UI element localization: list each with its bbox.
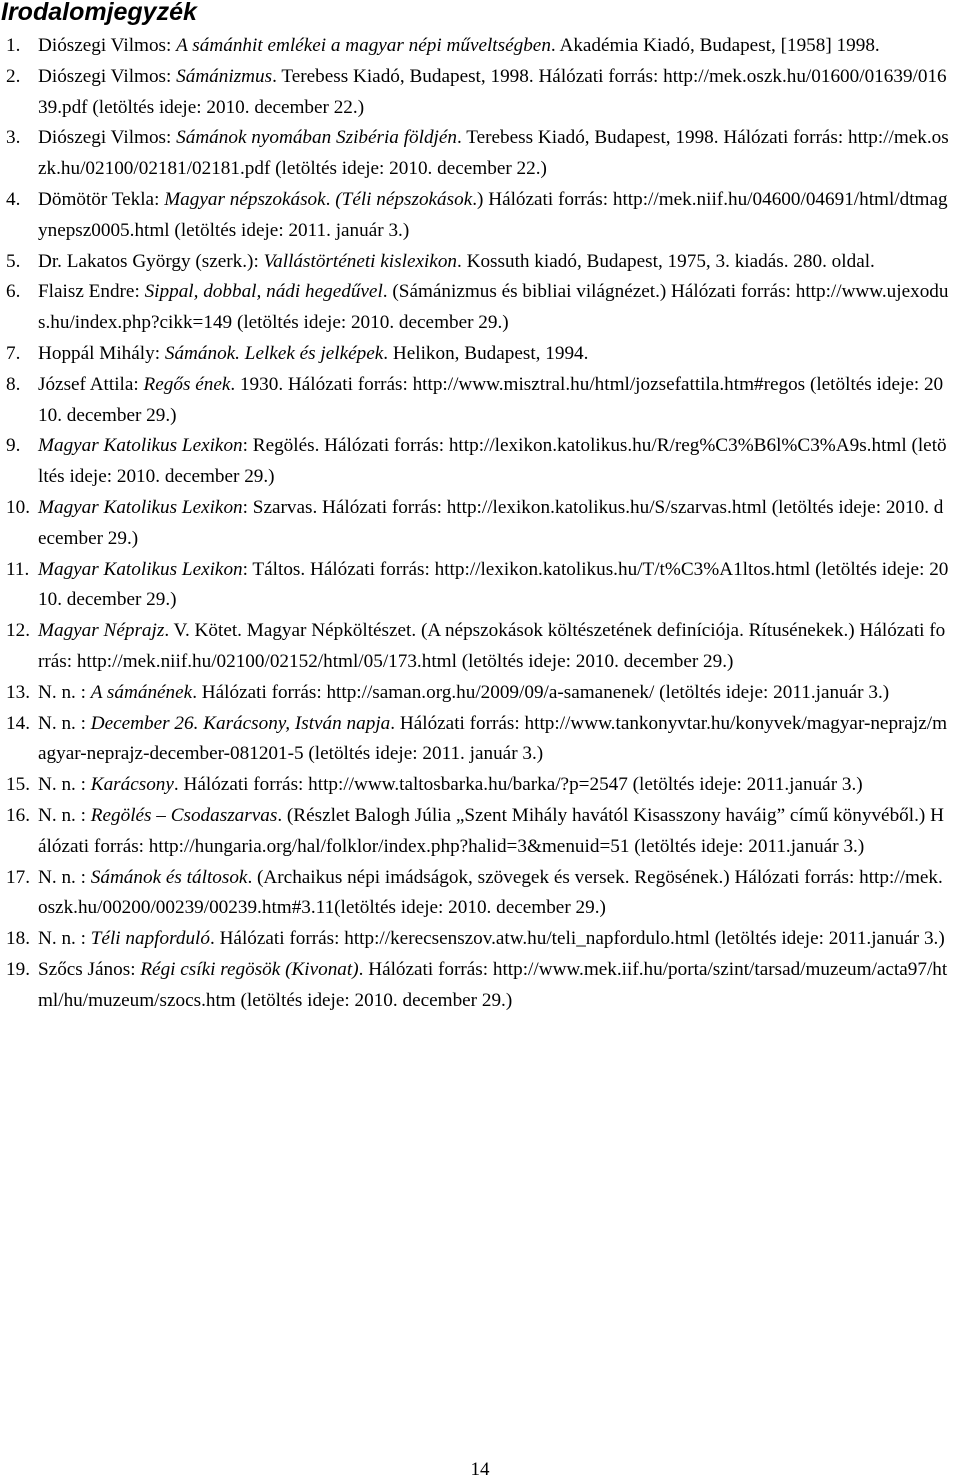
reference-text-segment: József Attila: [38,373,144,395]
reference-title-italic: December 26. Karácsony, István napja [90,712,391,734]
reference-item [6,616,950,678]
reference-text [38,339,950,370]
reference-item [6,339,950,370]
reference-item [6,31,950,62]
reference-number: 9. [6,435,21,457]
reference-text-segment: . (Sámánizmus és bibliai világnézet.) Hálózati forrás: http://www.ujexodus.hu/index.php?cikk=149 (letöltés ideje: 2010. december 29.) [38,281,949,334]
reference-text [38,277,950,339]
reference-title-italic: Sámánizmus [176,65,273,87]
reference-text-segment: N. n. : [38,712,91,734]
reference-title-italic: Magyar Katolikus Lexikon [38,435,243,457]
reference-text-segment: Szőcs János: [38,958,141,980]
reference-text-segment: N. n. : [38,774,91,796]
reference-number: 6. [6,281,21,303]
reference-number: 17. [6,866,30,888]
reference-item [6,123,950,185]
reference-number: 16. [6,804,30,826]
reference-text-segment: . Hálózati forrás: http://www.tankonyvtar.hu/konyvek/magyar-neprajz/magyar-neprajz-december-081201-5 (letöltés ideje: 2011. január 3.) [38,712,948,765]
reference-number: 18. [6,928,30,950]
reference-title-italic: Sámánok és táltosok [90,866,248,888]
reference-text-segment: . (Részlet Balogh Júlia „Szent Mihály havától Kisasszony haváig” című könyvéből.) Hálózati forrás: http://hungaria.org/hal/folklor/index.php?halid=3&menuid=51 (letöltés ideje: 2011.január 3.) [38,804,944,857]
reference-number: 19. [6,958,30,980]
reference-text-segment: . Kossuth kiadó, Budapest, 1975, 3. kiadás. 280. oldal. [457,250,875,272]
reference-text-segment: . 1930. Hálózati forrás: http://www.misztral.hu/html/jozsefattila.htm#regos (letöltés ideje: 2010. december 29.) [38,373,944,426]
reference-text-segment: Diószegi Vilmos: [38,127,177,149]
reference-title-italic: Sámánok. Lelkek és jelképek [164,342,384,364]
reference-number: 15. [6,774,30,796]
reference-item [6,431,950,493]
reference-text [38,678,950,709]
reference-text [38,801,950,863]
reference-text-segment: . (Archaikus népi imádságok, szövegek és versek. Regösének.) Hálózati forrás: http://mek.oszk.hu/00200/00239/00239.htm#3.11(letöltés ideje: 2010. december 29.) [38,866,943,919]
reference-number: 13. [6,681,30,703]
reference-text-segment: : Szarvas. Hálózati forrás: http://lexikon.katolikus.hu/S/szarvas.html (letöltés ideje: 2010. december 29.) [38,496,944,549]
reference-text-segment: . V. Kötet. Magyar Népköltészet. (A népszokások költészetének definíciója. Rítusénekek.) Hálózati forrás: http://mek.niif.hu/02100/02152/html/05/173.html (letöltés ideje: 2010. december 29.) [38,620,946,672]
reference-text-segment: Diószegi Vilmos: [38,65,177,87]
reference-number: 3. [6,127,21,149]
reference-number: 11. [6,558,30,580]
reference-text-segment: . Hálózati forrás: http://kerecsenszov.atw.hu/teli_napfordulo.html (letöltés ideje: 2011.január 3.) [209,928,945,950]
reference-title-italic: Regölés – Csodaszarvas [90,804,278,826]
page-number: 14 [470,1459,490,1480]
reference-list [6,31,950,1017]
reference-title-italic: A sámánének [90,681,193,703]
reference-text [38,955,950,1017]
reference-item [6,370,950,432]
reference-number: 2. [6,65,21,87]
reference-number: 5. [6,250,21,272]
reference-text-segment: .) Hálózati forrás: http://mek.niif.hu/04600/04691/html/dtmagynepsz0005.html (letöltés ideje: 2011. január 3.) [38,188,948,241]
reference-text [38,616,950,678]
reference-text-segment: . Helikon, Budapest, 1994. [383,342,589,364]
reference-text-segment: . Hálózati forrás: http://www.taltosbarka.hu/barka/?p=2547 (letöltés ideje: 2011.január 3.) [173,774,863,796]
reference-text-segment: Flaisz Endre: [38,281,145,303]
reference-number: 8. [6,373,21,395]
reference-title-italic: Magyar Néprajz [38,620,165,642]
reference-item [6,801,950,863]
reference-title-italic: Sippal, dobbal, nádi hegedűvel [144,281,383,303]
reference-title-italic: Téli napforduló [90,928,210,950]
reference-text-segment: : Regölés. Hálózati forrás: http://lexikon.katolikus.hu/R/reg%C3%B6l%C3%A9s.html (letöltés ideje: 2010. december 29.) [38,435,947,488]
reference-item [6,678,950,709]
reference-text-segment: Dömötör Tekla: [38,188,165,210]
reference-text [38,62,950,124]
reference-text-segment: . [325,188,336,210]
reference-item [6,770,950,801]
reference-text [38,431,950,493]
reference-text [38,31,950,62]
reference-text-segment: Dr. Lakatos György (szerk.): [38,250,264,272]
reference-item [6,924,950,955]
reference-item [6,247,950,278]
reference-title-italic: Sámánok nyomában Szibéria földjén [176,127,457,149]
reference-text [38,709,950,771]
reference-item [6,493,950,555]
reference-text [38,863,950,925]
reference-text-segment: N. n. : [38,866,91,888]
reference-title-italic: A sámánhit emlékei a magyar népi műveltségben [176,35,551,56]
reference-text-segment: . Terebess Kiadó, Budapest, 1998. Hálózati forrás: http://mek.oszk.hu/01600/01639/01639.pdf (letöltés ideje: 2010. december 22.) [38,65,947,118]
reference-item [6,863,950,925]
reference-title-italic: Magyar népszokások [164,188,326,210]
reference-text-segment: N. n. : [38,681,91,703]
reference-text-segment: . Hálózati forrás: http://www.mek.iif.hu/porta/szint/tarsad/muzeum/acta97/html/hu/muzeum/szocs.htm (letöltés ideje: 2010. december 29.) [38,958,948,1011]
reference-text-segment: N. n. : [38,928,91,950]
reference-item [6,709,950,771]
reference-number: 1. [6,35,21,56]
reference-number: 12. [6,620,30,642]
reference-item [6,955,950,1017]
reference-text-segment: Diószegi Vilmos: [38,35,177,56]
reference-text-segment: . Terebess Kiadó, Budapest, 1998. Hálózati forrás: http://mek.oszk.hu/02100/02181/02181.pdf (letöltés ideje: 2010. december 22.) [38,127,949,180]
bibliography-heading: Irodalomjegyzék [1,0,197,26]
reference-number: 10. [6,496,30,518]
reference-title-italic: Vallástörténeti kislexikon [263,250,458,272]
reference-text-segment: : Táltos. Hálózati forrás: http://lexikon.katolikus.hu/T/t%C3%A1ltos.html (letöltés ideje: 2010. december 29.) [38,558,949,611]
reference-text-segment: N. n. : [38,804,91,826]
reference-text-segment: Hoppál Mihály: [38,342,165,364]
reference-title-italic: Regős ének [143,373,231,395]
reference-item [6,555,950,617]
reference-text [38,493,950,555]
reference-number: 7. [6,342,21,364]
reference-text [38,247,950,278]
reference-text [38,924,950,955]
reference-text [38,370,950,432]
reference-title-italic: Magyar Katolikus Lexikon [38,496,243,518]
reference-title-italic: Magyar Katolikus Lexikon [38,558,243,580]
reference-text [38,555,950,617]
reference-item [6,62,950,124]
reference-title-italic: (Téli népszokások [335,188,473,210]
reference-text-segment: . Hálózati forrás: http://saman.org.hu/2009/09/a-samanenek/ (letöltés ideje: 2011.január 3.) [192,681,890,703]
reference-text-segment: . Akadémia Kiadó, Budapest, [1958] 1998. [550,35,880,56]
reference-number: 14. [6,712,30,734]
reference-number: 4. [6,188,21,210]
reference-text [38,123,950,185]
reference-text [38,185,950,247]
reference-text [38,770,950,801]
reference-item [6,277,950,339]
reference-item [6,185,950,247]
reference-title-italic: Régi csíki regösök (Kivonat) [140,958,359,980]
reference-title-italic: Karácsony [90,774,174,796]
